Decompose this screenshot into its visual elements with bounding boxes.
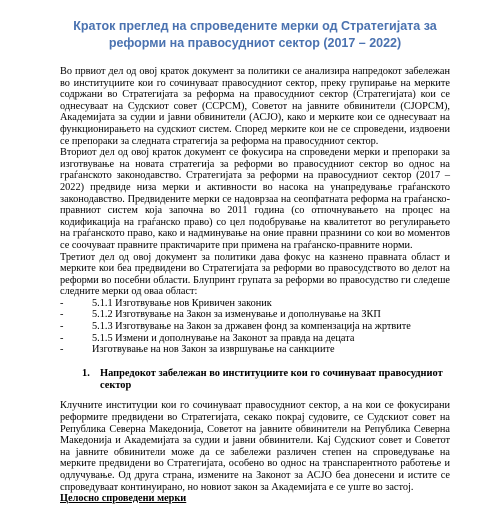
- list-item-text: 5.1.1 Изготвување нов Кривичен законик: [92, 297, 272, 309]
- list-item-text: 5.1.2 Изготвување на Закон за изменување и дополнување на ЗКП: [92, 309, 381, 321]
- measures-list: [60, 298, 450, 356]
- list-item-text: 5.1.3 Изготвување на Закон за државен фонд за компензација на жртвите: [92, 321, 411, 333]
- title-line-2: реформи на правосудниот сектор (2017 – 2022): [108, 36, 402, 50]
- list-item: [60, 333, 450, 345]
- intro-paragraph-2: Вториот дел од овој краток документ се фокусира на спроведени мерки и препораки за изготвување на новата стратегија за реформи во правосудниот сектор во однос на граѓанското законодавство. Стратегијата за реформи на правосудниот сектор (2017 – 2022) предвиде низа мерки и активности во насока на унапредување граѓанското законодавство. Предвидените мерки се надоврзаа на сеопфатната реформа на граѓанско-правниот систем која започна во 2011 година (со отпочнувањето на процес на кодификација на граѓанско право) со цел подобрување на квалитетот во регулирањето на граѓанското право, како и надминување на оние правни празнини со кои во моментов се соочуваат правните практичарите при примена на граѓанско-правните норми.: [60, 147, 450, 251]
- bullet-dash: -: [60, 297, 64, 309]
- bullet-dash: -: [60, 309, 64, 321]
- bullet-dash: -: [60, 332, 64, 344]
- document-title: [60, 18, 450, 52]
- subheading: Целосно спроведени мерки: [60, 493, 187, 505]
- list-item: [60, 321, 450, 333]
- bullet-dash: -: [60, 321, 64, 333]
- section-paragraph: Клучните институции кои го сочинуваат правосудниот сектор, а на кои се фокусирани реформите предвидени во Стратегијата, секако покрај судовите, се Судскиот совет на Република Северна Македонија, Советот на јавните обвинители на Република Северна Македонија и Академијата за судии и јавни обвинители. Кај Судскиот совет и Советот на јавните обвинители може да се забележи различен степен на спроведување на мерките предвидени во Стратегијата, особено во однос на транспарентното работење и одлучување. Од друга страна, измените на Законот за АСЈО беа донесени и истите се спроведуваат континуирано, но новиот закон за Академијата е се уште во застој.: [60, 400, 450, 493]
- section-heading: [82, 368, 450, 392]
- section-title: Напредокот забележан во институциите кои го сочинуваат правосудниот сектор: [100, 367, 443, 391]
- list-item: [60, 344, 450, 356]
- intro-paragraph-3: Третиот дел од овој документ за политики дава фокус на казнено правната област и мерките кои беа предвидени во Стратегијата за реформи во правосудството во делот на реформи во посебни области. Блупринт групата за реформи во правосудство ги следеше следните мерки од оваа област:: [60, 251, 450, 298]
- list-item-text: 5.1.5 Измени и дополнување на Законот за правда на децата: [92, 332, 355, 344]
- title-line-1: Краток преглед на спроведените мерки од Стратегијата за: [73, 19, 437, 33]
- list-item: [60, 309, 450, 321]
- list-item: [60, 298, 450, 310]
- intro-paragraph-1: Во првиот дел од овој краток документ за политики се анализира напредокот забележан во институциите кои го сочинуваат правосудниот сектор, преку групирање на мерките содржани во Стратегијата за реформа на правосудниот сектор (Стратегијата) кои се однесуваат на Судскиот совет (ССРСМ), Советот на јавните обвинители (СЈОРСМ), Академијата за судии и јавни обвинители (АСЈО), како и мерките кои се однесуваат на функционирањето на судскиот систем. Според мерките кои не се спроведени, издвоени се препораки за следната стратегија за реформа на правосудниот сектор.: [60, 66, 450, 147]
- bullet-dash: -: [60, 344, 64, 356]
- section-number: 1.: [82, 367, 90, 379]
- list-item-text: Изготвување на нов Закон за извршување на санкциите: [92, 344, 335, 356]
